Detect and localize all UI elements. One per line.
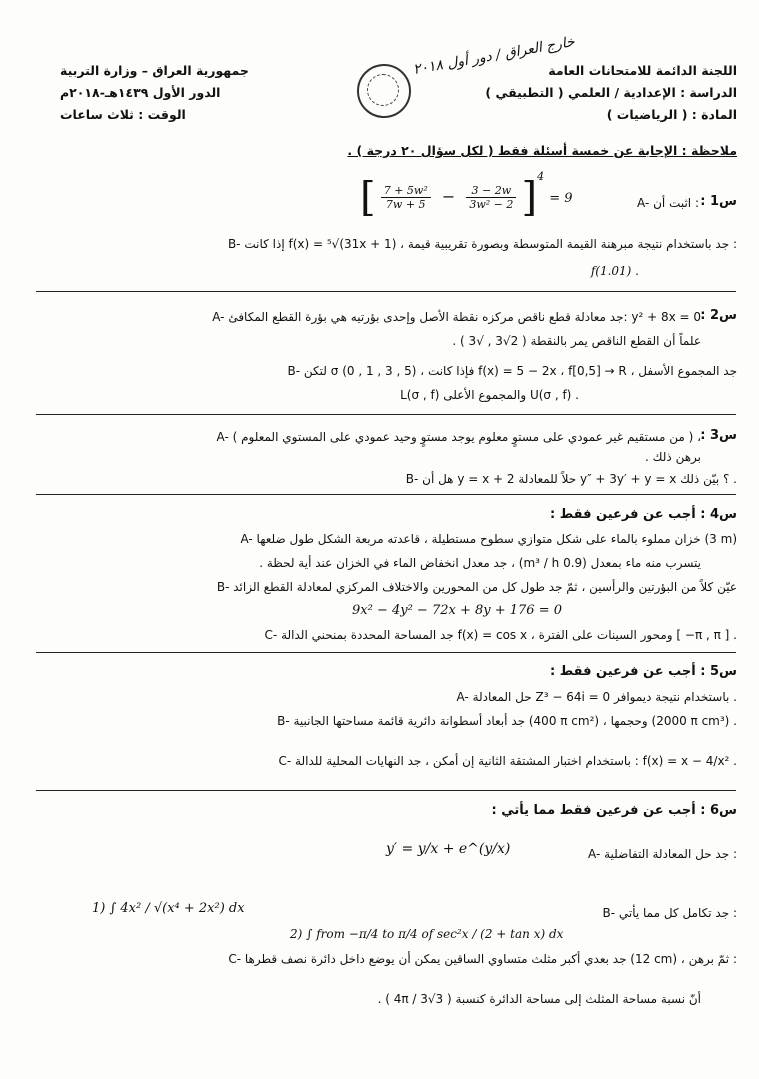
q4-b-text1: B- عيّن كلاً من البؤرتين والرأسين ، ثمّ جد طول كل من المحورين والاختلاف المركزي لمعادلة القطع الزائد <box>216 580 737 594</box>
q1-frac2-num: 3 − 2w <box>466 184 516 198</box>
q4-b-equation: 9x² − 4y² − 72x + 8y + 176 = 0 <box>352 603 562 618</box>
header-ministry: جمهورية العراق – وزارة التربية <box>60 63 249 78</box>
q6-c-text1: C- جد بعدي أكبر مثلث متساوي الساقين يمكن أن يوضع داخل دائرة نصف قطرها (12 cm) ، ثمّ برهن : <box>228 952 737 966</box>
q1-rhs: = 9 <box>549 191 573 206</box>
q1-frac1-den: 7w + 5 <box>385 198 426 211</box>
q2-a-text1: A- جد معادلة قطع ناقص مركزه نقطة الأصل وإحدى بؤرتيه هي بؤرة القطع المكافئ: y² + 8x = 0 <box>212 310 701 324</box>
q4-a-text1: A- خزان مملوء بالماء على شكل متوازي سطوح مستطيلة ، قاعدته مربعة الشكل طول ضلعها (3 m) <box>240 532 737 546</box>
q2-a-text2: علماً أن القطع الناقص يمر بالنقطة ( 2√3 , √3 ) . <box>452 334 701 348</box>
q6-b-integral-2: 2) ∫ from −π/4 to π/4 of sec²x / (2 + tan x) dx <box>290 927 564 941</box>
q1-frac2-den: 3w² − 2 <box>469 198 514 211</box>
q3-label: س3 : <box>700 428 737 443</box>
q5-b-text: B- جد أبعاد أسطوانة دائرية قائمة مساحتها الجانبية (400 π cm²) ، وحجمها (2000 π cm³) . <box>277 714 737 728</box>
header-session: الدور الأول ١٤٣٩هـ-٢٠١٨م <box>60 85 221 100</box>
q1-frac1-num: 7 + 5w² <box>381 184 431 198</box>
ministry-seal-icon <box>357 64 411 118</box>
divider-3 <box>36 494 736 495</box>
q4-c-text: C- جد المساحة المحددة بمنحني الدالة f(x) = cos x ، ومحور السينات على الفترة [ −π , π ] . <box>264 628 737 642</box>
q4-a-text2: يتسرب منه ماء بمعدل (0.9 m³ / h) ، جد معدل انخفاض الماء في الخزان عند أية لحظة . <box>259 556 701 570</box>
q1-label: س1 : <box>700 194 737 209</box>
header-committee: اللجنة الدائمة للامتحانات العامة <box>548 63 737 78</box>
q6-c-text2: أنّ نسبة مساحة المثلث إلى مساحة الدائرة كنسبة ( 3√3 / 4π ) . <box>377 992 701 1006</box>
q1-power: 4 <box>537 170 545 183</box>
q2-b-text1: B- لتكن σ (0 , 1 , 3 , 5) ، فإذا كانت f(x) = 5 − 2x ، f[0,5] → R ، جد المجموع الأسفل <box>287 364 737 378</box>
q5-a-text: A- حل المعادلة Z³ − 64i = 0 باستخدام نتيجة ديموافر . <box>456 690 737 704</box>
header-subject: المادة : ( الرياضيات ) <box>606 107 737 122</box>
q3-a-text1: A- ( من مستقيم غير عمودي على مستوٍ معلوم يوجد مستوٍ وحيد عمودي على المستوي المعلوم ) ، <box>216 430 701 444</box>
q2-b-text2: L(σ , f) والمجموع الأعلى U(σ , f) . <box>400 388 579 402</box>
q6-b-text: B- جد تكامل كل مما يأتي : <box>602 906 737 920</box>
q6-label: س6 : أجب عن فرعين فقط مما يأتي : <box>491 803 737 818</box>
q1-b-text1: B- إذا كانت f(x) = ⁵√(31x + 1) ، جد باستخدام نتيجة مبرهنة القيمة المتوسطة وبصورة تقريبية قيمة : <box>227 237 737 251</box>
divider-5 <box>36 790 736 791</box>
header-time: الوقت : ثلاث ساعات <box>60 107 186 122</box>
q6-a-equation: y′ = y/x + e^(y/x) <box>386 841 511 857</box>
q5-c-text: C- باستخدام اختبار المشتقة الثانية إن أمكن ، جد النهايات المحلية للدالة : f(x) = x − 4/x² . <box>278 754 737 768</box>
q4-label: س4 : أجب عن فرعين فقط : <box>550 507 737 522</box>
divider-2 <box>36 414 736 415</box>
q6-a-text: A- جد حل المعادلة التفاضلية : <box>588 847 737 861</box>
header-study: الدراسة : الإعدادية / العلمي ( التطبيقي ) <box>485 85 737 100</box>
divider-1 <box>36 291 736 292</box>
q1-b-text2: f(1.01) . <box>590 264 639 278</box>
q1-a-equation: [ $\frac{\text{7 + 5w²}}{7w + 5}$ − $\frac{3 - 2w}{\text{3w² − 2}}$ ]$^4$ = 9 <box>360 170 573 221</box>
q3-b-text: B- هل أن y = x + 2 حلاً للمعادلة y″ + 3y′ + y = x ؟ بيّن ذلك . <box>405 472 737 486</box>
q6-b-integral-1: 1) ∫ 4x² / √(x⁴ + 2x²) dx <box>92 901 245 916</box>
q5-label: س5 : أجب عن فرعين فقط : <box>550 664 737 679</box>
exam-note: ملاحظة : الإجابة عن خمسة أسئلة فقط ( لكل سؤال ٢٠ درجة ) . <box>347 143 737 158</box>
handwritten-note: خارج العراق / دور أول ٢٠١٨ <box>411 33 576 79</box>
q1-a-text: A- اثبت أن : <box>637 196 699 210</box>
q2-label: س2 : <box>700 308 737 323</box>
q3-a-text2: برهن ذلك . <box>645 450 701 464</box>
divider-4 <box>36 652 736 653</box>
